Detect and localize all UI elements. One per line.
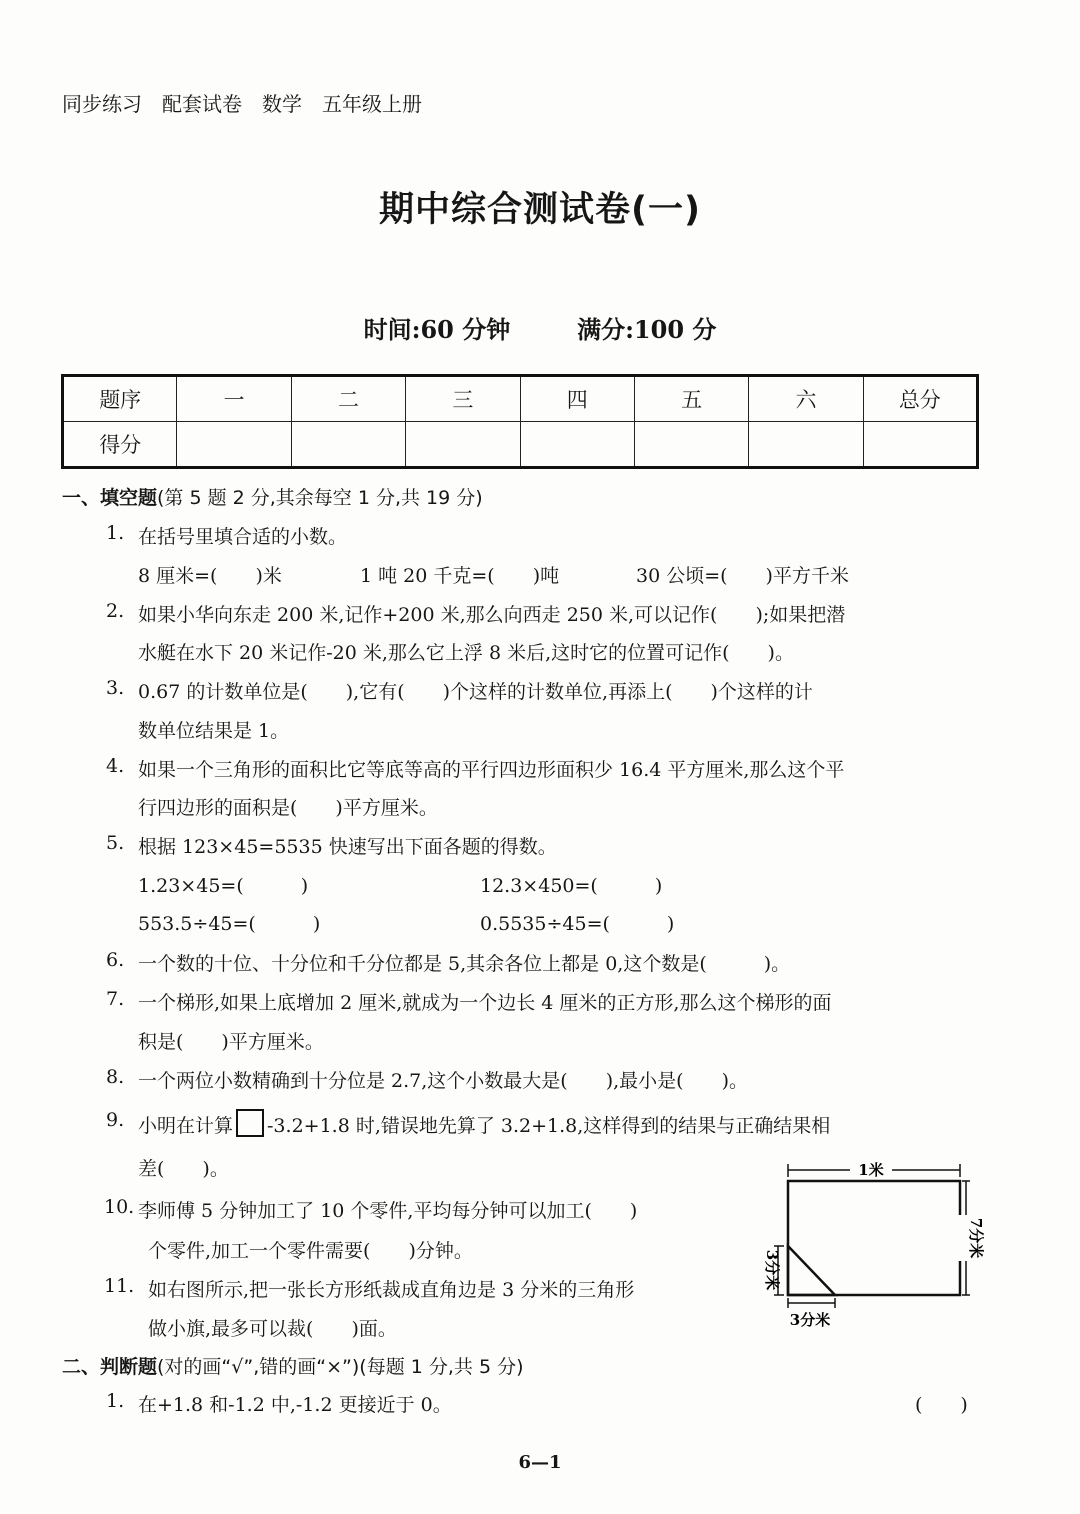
q8-no: 8. <box>106 1066 125 1088</box>
score-entry-cell[interactable] <box>291 422 405 468</box>
q4-line1: 如果一个三角形的面积比它等底等高的平行四边形面积少 16.4 平方厘米,那么这个平 <box>138 759 845 781</box>
top-label: 1米 <box>858 1161 884 1179</box>
section2-title: 二、判断题 <box>62 1356 158 1378</box>
section1-title: 一、填空题 <box>62 487 158 509</box>
q7-no: 7. <box>106 988 125 1010</box>
score-entry-cell[interactable] <box>863 422 977 468</box>
score-table-header-row <box>63 376 978 422</box>
q3-line1: 0.67 的计数单位是( ),它有( )个这样的计数单位,再添上( )个这样的计 <box>138 681 813 703</box>
right-label: 7分米 <box>967 1217 985 1259</box>
q3-line2: 数单位结果是 1。 <box>138 720 290 742</box>
q10-line1: 李师傅 5 分钟加工了 10 个零件,平均每分钟可以加工( ) <box>138 1200 638 1222</box>
q9-post: -3.2+1.8 时,错误地先算了 3.2+1.8,这样得到的结果与正确结果相 <box>267 1115 831 1137</box>
q5-no: 5. <box>106 832 125 854</box>
q5-text: 根据 123×45=5535 快速写出下面各题的得数。 <box>138 836 557 858</box>
q5-part-d: 0.5535÷45=( ) <box>480 913 675 935</box>
q1-part-b: 1 吨 20 千克=( )吨 <box>360 565 560 587</box>
s2-q1-text: 在+1.8 和-1.2 中,-1.2 更接近于 0。 <box>138 1394 452 1416</box>
q6-text: 一个数的十位、十分位和千分位都是 5,其余各位上都是 0,这个数是( )。 <box>138 953 791 975</box>
score-table <box>61 374 979 469</box>
q9-pre: 小明在计算 <box>138 1115 234 1137</box>
bottom-label: 3分米 <box>789 1311 831 1329</box>
score-entry-cell[interactable] <box>406 422 520 468</box>
section1-note: (第 5 题 2 分,其余每空 1 分,共 19 分) <box>157 487 483 509</box>
q3-no: 3. <box>106 677 125 699</box>
score-cell: 五 <box>634 376 748 422</box>
q10-no: 10. <box>104 1196 135 1218</box>
q11-no: 11. <box>104 1275 135 1297</box>
exam-title: 期中综合测试卷(一) <box>379 190 701 230</box>
q9-no: 9. <box>106 1109 125 1131</box>
q9-line2: 差( )。 <box>138 1158 229 1180</box>
score-table-score-row <box>63 422 978 468</box>
s2-q1-answer-paren[interactable]: ( ) <box>915 1394 968 1416</box>
q7-line1: 一个梯形,如果上底增加 2 厘米,就成为一个边长 4 厘米的正方形,那么这个梯形的面 <box>138 992 832 1014</box>
q1-part-a: 8 厘米=( )米 <box>138 565 282 587</box>
exam-info <box>0 310 1080 345</box>
score-cell: 一 <box>177 376 291 422</box>
q11-line2: 做小旗,最多可以裁( )面。 <box>148 1318 397 1340</box>
rectangle-paper-figure <box>750 1155 985 1340</box>
q9-line1 <box>138 1109 830 1138</box>
flag-triangle <box>788 1246 835 1295</box>
score-cell: 题序 <box>63 376 177 422</box>
q2-line2: 水艇在水下 20 米记作-20 米,那么它上浮 8 米后,这时它的位置可记作( )。 <box>138 642 794 664</box>
section2-heading <box>62 1352 523 1379</box>
q4-no: 4. <box>106 755 125 777</box>
q6-no: 6. <box>106 949 125 971</box>
score-entry-cell[interactable] <box>634 422 748 468</box>
q10-line2: 个零件,加工一个零件需要( )分钟。 <box>148 1240 473 1262</box>
q4-line2: 行四边形的面积是( )平方厘米。 <box>138 797 438 819</box>
score-cell: 三 <box>406 376 520 422</box>
q11-line1: 如右图所示,把一张长方形纸裁成直角边是 3 分米的三角形 <box>148 1279 635 1301</box>
section2-note: (对的画“√”,错的画“×”)(每题 1 分,共 5 分) <box>157 1356 524 1378</box>
s2-q1-no: 1. <box>106 1390 125 1412</box>
score-entry-cell[interactable] <box>749 422 863 468</box>
q2-line1: 如果小华向东走 200 米,记作+200 米,那么向西走 250 米,可以记作( );如果把潜 <box>138 604 846 626</box>
blank-box-icon[interactable] <box>236 1109 264 1137</box>
q1-text: 在括号里填合适的小数。 <box>138 526 348 548</box>
score-entry-cell[interactable] <box>520 422 634 468</box>
exam-full-score: 满分:100 分 <box>577 315 717 344</box>
book-header: 同步练习 配套试卷 数学 五年级上册 <box>62 92 422 116</box>
q5-part-a: 1.23×45=( ) <box>138 875 309 897</box>
q1-no: 1. <box>106 522 125 544</box>
q5-part-b: 12.3×450=( ) <box>480 875 663 897</box>
section1-heading <box>62 483 483 510</box>
q1-part-c: 30 公顷=( )平方千米 <box>636 565 849 587</box>
exam-time: 时间:60 分钟 <box>363 315 511 344</box>
q8-text: 一个两位小数精确到十分位是 2.7,这个小数最大是( ),最小是( )。 <box>138 1070 748 1092</box>
paper-rectangle <box>788 1181 960 1295</box>
score-cell: 六 <box>749 376 863 422</box>
score-cell: 得分 <box>63 422 177 468</box>
q7-line2: 积是( )平方厘米。 <box>138 1031 324 1053</box>
page-number: 6—1 <box>518 1452 562 1473</box>
left-label: 3分米 <box>763 1249 781 1291</box>
score-cell: 总分 <box>863 376 977 422</box>
q5-part-c: 553.5÷45=( ) <box>138 913 321 935</box>
q2-no: 2. <box>106 600 125 622</box>
score-cell: 四 <box>520 376 634 422</box>
score-entry-cell[interactable] <box>177 422 291 468</box>
score-cell: 二 <box>291 376 405 422</box>
